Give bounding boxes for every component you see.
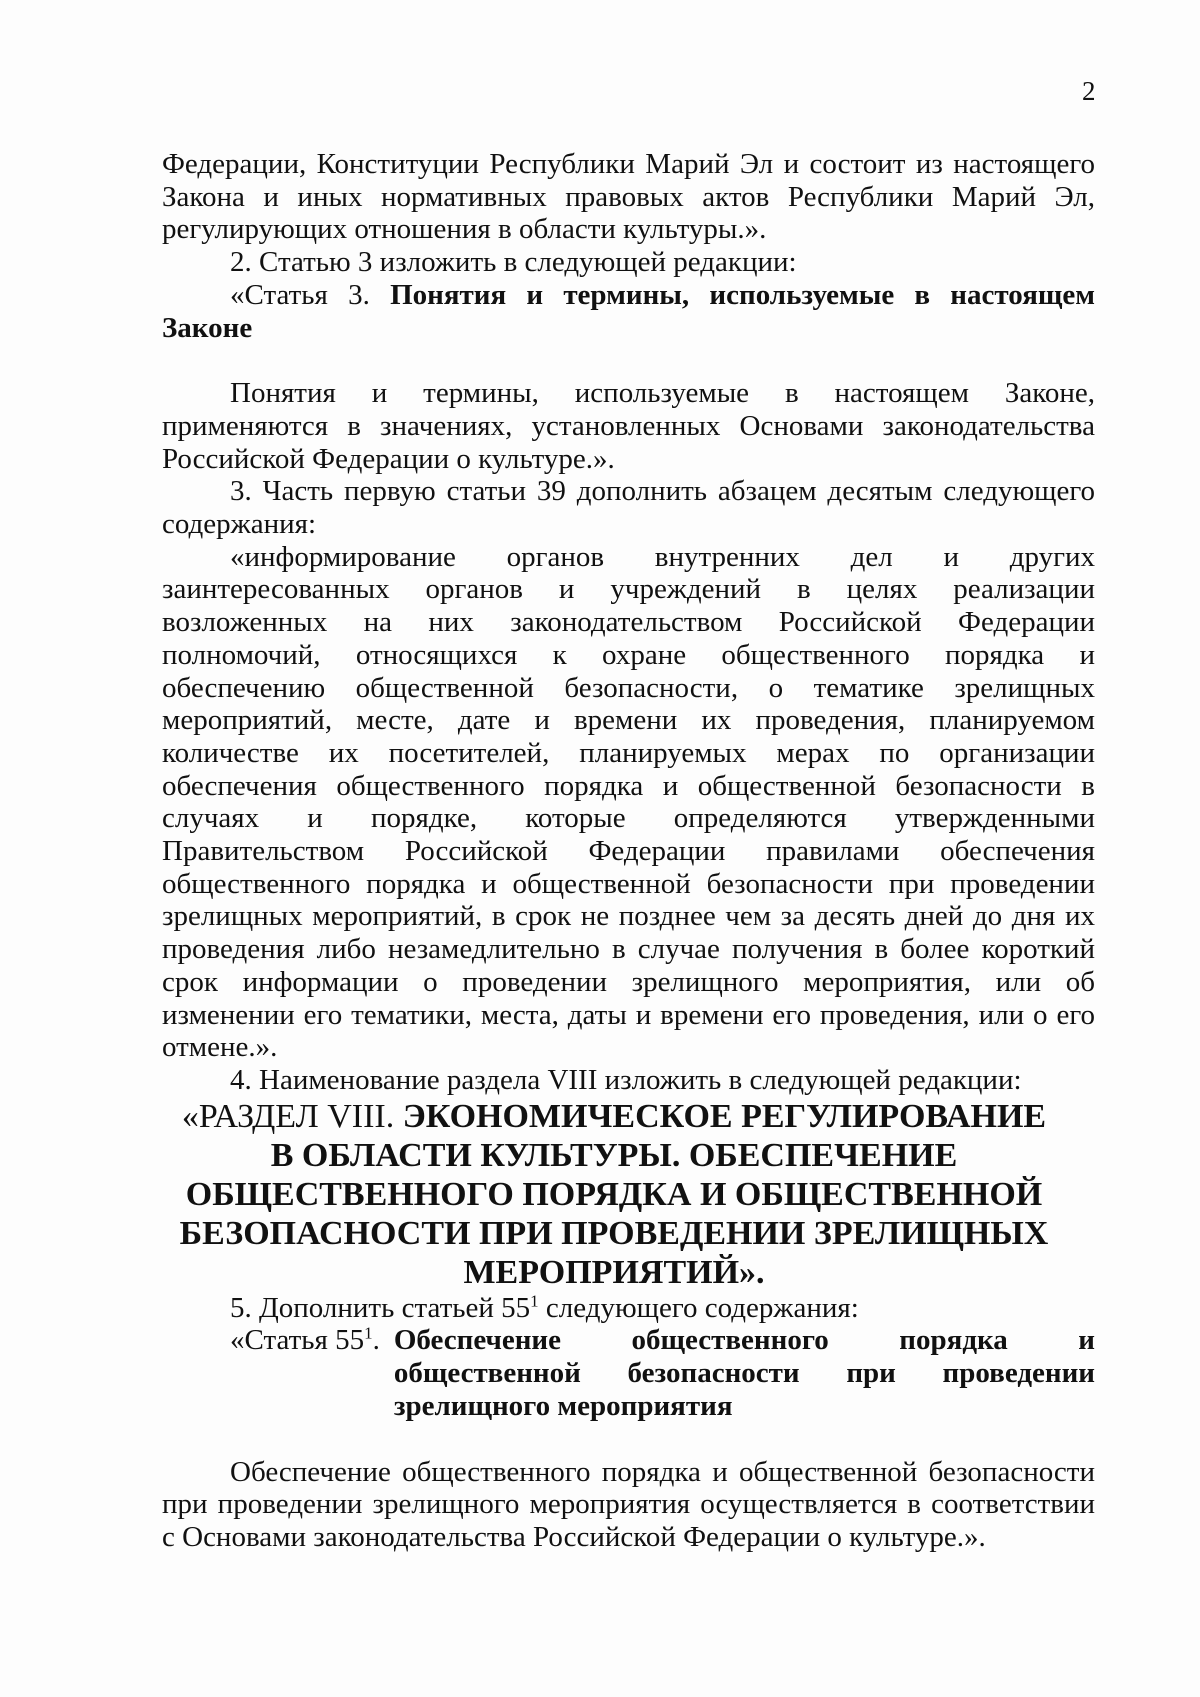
article-3-heading — [162, 279, 1095, 344]
amendment-item-3-text: «информирование органов внутренних дел и других заинтересованных органов и учреждений в целях реализации возложенных на них законодательством Российской Федерации полномочий, относящихся к охране общественного порядка и обеспечению общественной безопасности, о тематике зрелищных мероприятий, месте, дате и времени их проведения, планируемом количестве их посетителей, планируемых мерах по организации обеспечения общественного порядка и общественной безопасности в случаях и порядке, которые определяются утвержденными Правительством Российской Федерации правилами обеспечения общественного порядка и общественной безопасности при проведении зрелищных мероприятий, в срок не позднее чем за десять дней до дня их проведения либо незамедлительно в случае получения в более короткий срок информации о проведении зрелищного мероприятия, или об изменении его тематики, места, даты и времени его проведения, или о его отмене.». — [162, 540, 1095, 1064]
spacer — [162, 344, 1095, 377]
page-number: 2 — [1082, 76, 1096, 106]
section-8-heading — [164, 1097, 1064, 1292]
section-8-line-5: МЕРОПРИЯТИЙ». — [463, 1253, 765, 1291]
article-55-lead-sup: 1 — [364, 1323, 373, 1343]
section-8-lead: «РАЗДЕЛ VIII. — [181, 1097, 395, 1135]
item-5-before: 5. Дополнить статьей 55 — [230, 1291, 531, 1324]
article-55-body: Обеспечение общественного порядка и общественной безопасности при проведении зрелищного мероприятия осуществляется в соответствии с Основами законодательства Российской Федерации о культуре.». — [162, 1455, 1095, 1553]
amendment-item-5 — [162, 1292, 1095, 1325]
item-5-after: следующего содержания: — [538, 1291, 859, 1324]
section-8-line-2: В ОБЛАСТИ КУЛЬТУРЫ. ОБЕСПЕЧЕНИЕ — [270, 1136, 958, 1174]
article-55-title: Обеспечение общественного порядка и общественной безопасности при проведении зрелищного мероприятия — [393, 1324, 1095, 1422]
item-5-sup: 1 — [530, 1291, 539, 1311]
section-8-line-4: БЕЗОПАСНОСТИ ПРИ ПРОВЕДЕНИИ ЗРЕЛИЩНЫХ — [179, 1214, 1049, 1252]
amendment-item-2: 2. Статью 3 изложить в следующей редакции: — [230, 246, 797, 279]
article-55-lead-end: . — [372, 1324, 380, 1357]
amendment-item-3: 3. Часть первую статьи 39 дополнить абзацем десятым следующего содержания: — [162, 475, 1095, 541]
article-3-lead: «Статья 3. — [230, 278, 370, 311]
section-8-line-3: ОБЩЕСТВЕННОГО ПОРЯДКА И ОБЩЕСТВЕННОЙ — [185, 1175, 1043, 1213]
section-8-line-1 — [164, 1097, 1064, 1136]
article-55-lead — [230, 1324, 394, 1357]
article-55-lead-text: «Статья 55 — [230, 1324, 365, 1357]
spacer — [162, 1423, 1095, 1456]
amendment-item-4: 4. Наименование раздела VIII изложить в следующей редакции: — [230, 1063, 1022, 1096]
section-8-line-1-rest: ЭКОНОМИЧЕСКОЕ РЕГУЛИРОВАНИЕ — [402, 1097, 1047, 1135]
article-3-body: Понятия и термины, используемые в настоящем Законе, применяются в значениях, установленных Основами законодательства Российской Федерации о культуре.». — [162, 377, 1095, 475]
document-body — [162, 148, 1095, 1554]
paragraph-continuation: Федерации, Конституции Республики Марий Эл и состоит из настоящего Закона и иных нормативных правовых актов Республики Марий Эл, регулирующих отношения в области культуры.». — [162, 148, 1095, 246]
article-55-heading — [230, 1324, 1095, 1422]
article-3-title: Понятия и термины, используемые в настоящем Законе — [162, 278, 1095, 344]
